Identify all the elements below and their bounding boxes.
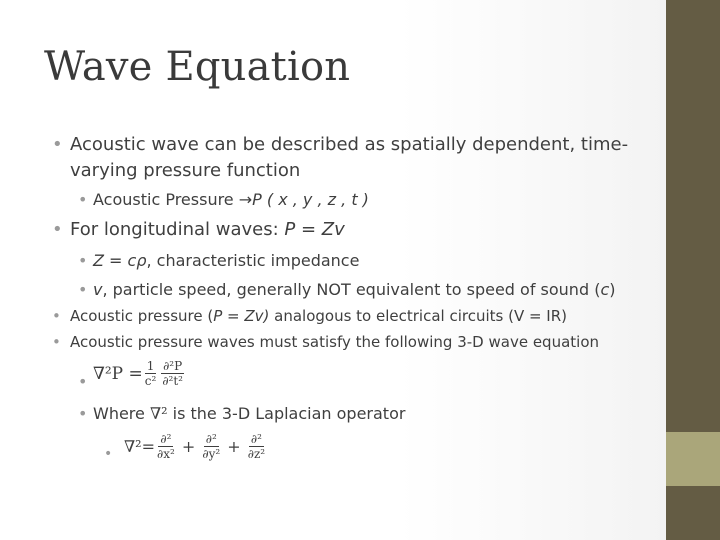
longitudinal-prefix: For longitudinal waves: xyxy=(70,219,285,240)
sidebar-accent-bottom xyxy=(666,486,720,540)
laplacian-frac-y-num: ∂² xyxy=(205,432,217,446)
bullet-3-text xyxy=(70,307,567,325)
sub-bullet-dot: • xyxy=(78,190,88,209)
laplacian-frac-z xyxy=(246,433,267,460)
slide-title: Wave Equation xyxy=(44,44,351,90)
laplacian-lhs: ∇²= xyxy=(124,437,155,456)
laplacian-description xyxy=(93,404,405,423)
laplacian-frac-x xyxy=(155,433,177,460)
particle-speed-text: , particle speed, generally NOT equivalent to speed of sound ( xyxy=(102,280,601,299)
bullet-4-text: Acoustic pressure waves must satisfy the following 3-D wave equation xyxy=(70,333,600,351)
sub-bullet-impedance xyxy=(93,251,359,270)
laplacian-expansion xyxy=(124,433,267,460)
laplacian-symbol: ∇² xyxy=(149,404,168,423)
sub-sub-bullet-dot: • xyxy=(104,446,113,462)
bullet-dot: • xyxy=(52,134,63,155)
impedance-expr: Z = cρ xyxy=(93,251,147,270)
bullet-2-text xyxy=(70,219,345,240)
bullet-1-text: Acoustic wave can be described as spatially dependent, time- xyxy=(70,134,629,155)
impedance-text: , characteristic impedance xyxy=(146,251,360,270)
sidebar-accent-middle xyxy=(666,432,720,486)
sub-bullet-dot: • xyxy=(78,251,88,270)
speed-of-sound-var: c xyxy=(600,280,610,299)
sub-bullet-particle-speed xyxy=(93,280,615,299)
sub-bullet-dot: • xyxy=(78,404,88,423)
laplacian-frac-z-num: ∂² xyxy=(250,432,262,446)
laplacian-frac-y xyxy=(200,433,222,460)
wave-equation xyxy=(93,360,185,387)
bullet-1-text-cont: varying pressure function xyxy=(70,160,301,181)
sub-bullet-acoustic-pressure xyxy=(93,190,369,209)
wave-eq-frac-2-num: ∂²P xyxy=(163,359,183,373)
bullet-dot: • xyxy=(52,307,61,325)
wave-eq-frac-1 xyxy=(143,360,159,387)
wave-eq-frac-2 xyxy=(160,360,185,387)
wave-eq-frac-1-den: c² xyxy=(144,374,157,388)
laplacian-frac-z-den: ∂z² xyxy=(247,447,266,461)
wave-eq-lhs: ∇²P = xyxy=(93,363,143,384)
sidebar-accent-top xyxy=(666,0,720,432)
where-suffix: is the 3-D Laplacian operator xyxy=(167,404,406,423)
sub-bullet-dot: • xyxy=(78,372,88,391)
longitudinal-expr: P = Zv xyxy=(284,219,345,240)
plus-sign: + xyxy=(176,437,201,456)
analogy-suffix: analogous to electrical circuits (V = IR) xyxy=(269,307,568,325)
laplacian-frac-x-den: ∂x² xyxy=(157,447,175,461)
bullet-dot: • xyxy=(52,219,63,240)
wave-eq-frac-2-den: ∂²t² xyxy=(162,374,183,388)
plus-sign: + xyxy=(222,437,246,456)
laplacian-frac-y-den: ∂y² xyxy=(202,447,221,461)
where-prefix: Where xyxy=(93,404,150,423)
analogy-expr: P = Zv) xyxy=(213,307,270,325)
pressure-function-expr: P ( x , y , z , t ) xyxy=(252,190,369,209)
particle-speed-var: v xyxy=(93,280,103,299)
laplacian-frac-x-num: ∂² xyxy=(160,432,172,446)
arrow-right-icon: → xyxy=(238,190,253,209)
close-paren: ) xyxy=(609,280,616,299)
wave-eq-frac-1-num: 1 xyxy=(146,359,155,373)
sub-bullet-dot: • xyxy=(78,280,88,299)
acoustic-pressure-label: Acoustic Pressure xyxy=(93,190,239,209)
analogy-prefix: Acoustic pressure ( xyxy=(70,307,214,325)
bullet-dot: • xyxy=(52,333,61,351)
